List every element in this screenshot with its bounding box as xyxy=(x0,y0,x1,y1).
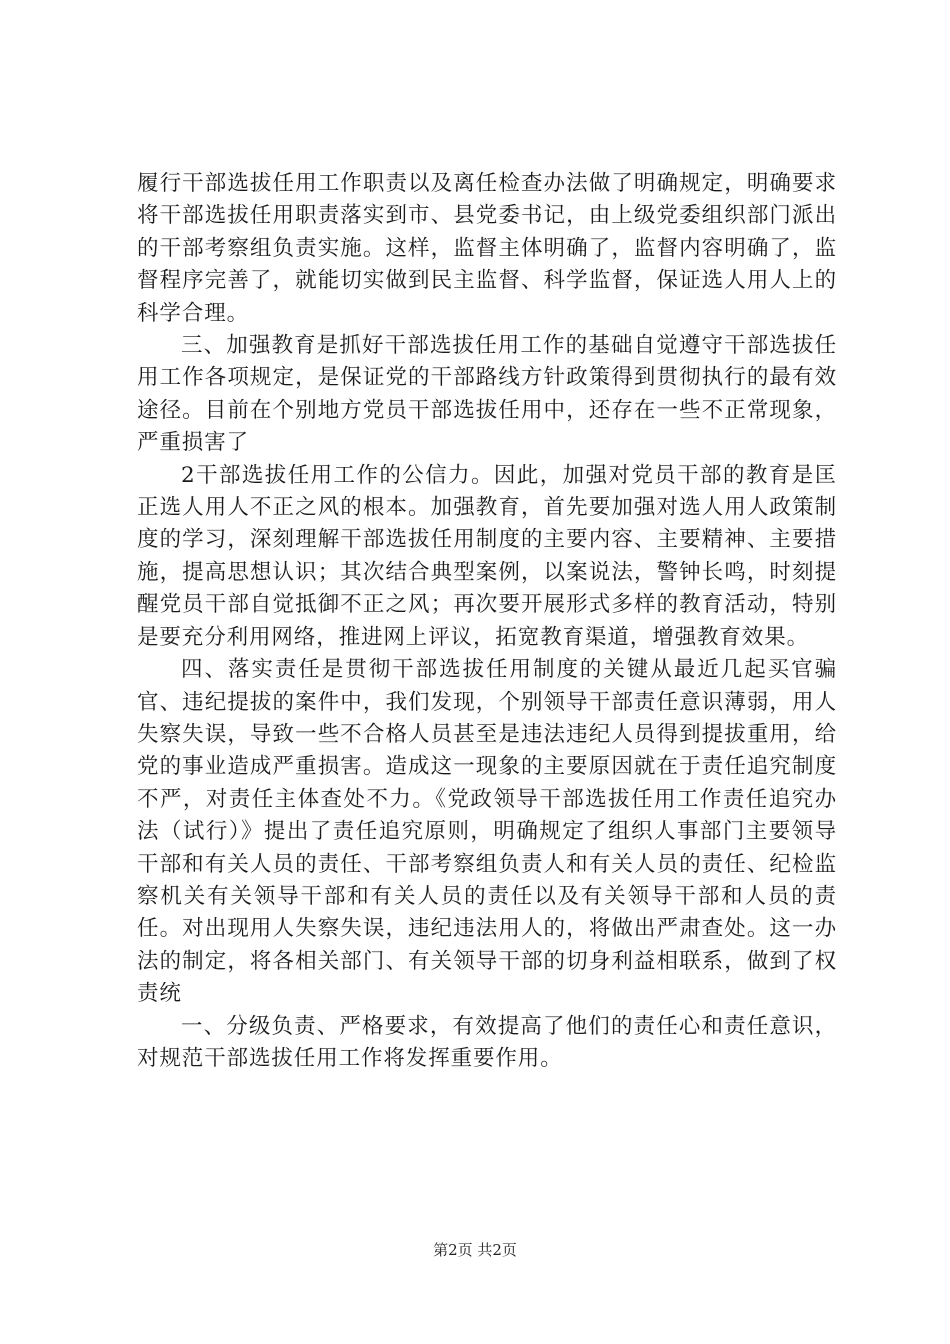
document-body xyxy=(137,168,837,1075)
paragraph-3: 2干部选拔任用工作的公信力。因此，加强对党员干部的教育是匡正选人用人不正之风的根本。加强教育，首先要加强对选人用人政策制度的学习，深刻理解干部选拔任用制度的主要内容、主要精神、主要措施，提高思想认识；其次结合典型案例，以案说法，警钟长鸣，时刻提醒党员干部自觉抵御不正之风；再次要开展形式多样的教育活动，特别是要充分利用网络，推进网上评议，拓宽教育渠道，增强教育效果。 xyxy=(137,462,837,650)
page-footer: 第2页 共2页 xyxy=(433,1241,517,1259)
paragraph-4: 四、落实责任是贯彻干部选拔任用制度的关键从最近几起买官骗官、违纪提拔的案件中，我们发现，个别领导干部责任意识薄弱，用人失察失误，导致一些不合格人员甚至是违法违纪人员得到提拔重用，给党的事业造成严重损害。造成这一现象的主要原因就在于责任追究制度不严，对责任主体查处不力。《党政领导干部选拔任用工作责任追究办法（试行）》提出了责任追究原则，明确规定了组织人事部门主要领导干部和有关人员的责任、干部考察组负责人和有关人员的责任、纪检监察机关有关领导干部和有关人员的责任以及有关领导干部和人员的责任。对出现用人失察失误，违纪违法用人的，将做出严肃查处。这一办法的制定，将各相关部门、有关领导干部的切身利益相联系，做到了权责统 xyxy=(137,657,837,1007)
paragraph-2: 三、加强教育是抓好干部选拔任用工作的基础自觉遵守干部选拔任用工作各项规定，是保证党的干部路线方针政策得到贯彻执行的最有效途径。目前在个别地方党员干部选拔任用中，还存在一些不正常现象，严重损害了 xyxy=(137,333,837,456)
paragraph-1: 履行干部选拔任用工作职责以及离任检查办法做了明确规定，明确要求将干部选拔任用职责落实到市、县党委书记，由上级党委组织部门派出的干部考察组负责实施。这样，监督主体明确了，监督内容明确了，监督程序完善了，就能切实做到民主监督、科学监督，保证选人用人上的科学合理。 xyxy=(137,171,837,326)
paragraph-5: 一、分级负责、严格要求，有效提高了他们的责任心和责任意识，对规范干部选拔任用工作将发挥重要作用。 xyxy=(137,1013,837,1071)
